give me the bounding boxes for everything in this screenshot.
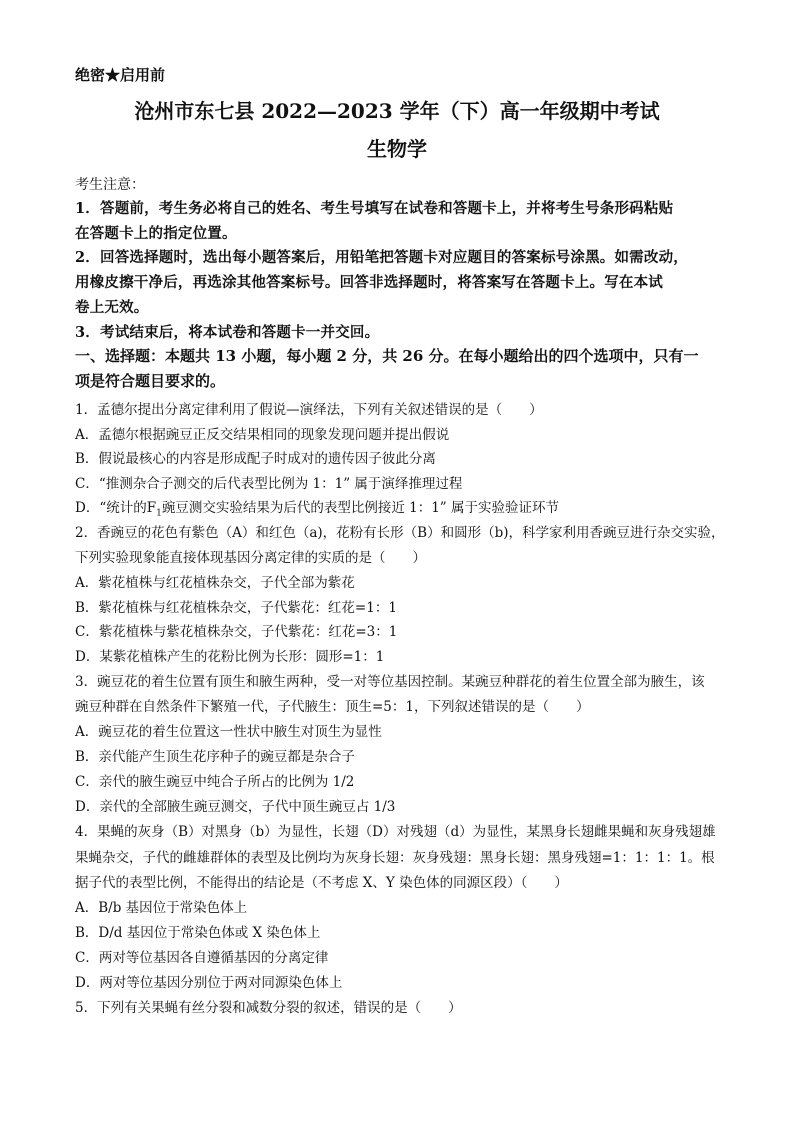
exam-subject: 生物学 [367, 137, 427, 161]
question-4-stem-line2: 果蝇杂交，子代的雌雄群体的表型及比例均为灰身长翅：灰身残翅：黑身长翅：黑身残翅=1：1：1：1。根 [75, 850, 715, 866]
question-4-option-a: A．B/b 基因位于常染色体上 [75, 900, 248, 916]
question-4-option-c: C．两对等位基因各自遵循基因的分离定律 [75, 950, 329, 966]
question-3-stem-line2: 豌豆种群在自然条件下繁殖一代，子代腋生：顶生=5：1，下列叙述错误的是（ ） [75, 699, 590, 715]
question-4-option-b: B．D/d 基因位于常染色体或 X 染色体上 [75, 925, 321, 941]
question-4-stem-line3: 据子代的表型比例，不能得出的结论是（不考虑 X、Y 染色体的同源区段）（ ） [75, 875, 568, 891]
question-3-option-d: D．亲代的全部腋生豌豆测交，子代中顶生豌豆占 1/3 [75, 799, 396, 815]
question-1-option-a: A．孟德尔根据豌豆正反交结果相同的现象发现问题并提出假说 [75, 427, 450, 443]
question-1-option-b: B．假说最核心的内容是形成配子时成对的遗传因子彼此分离 [75, 451, 436, 467]
notice-line: 1．答题前，考生务必将自己的姓名、考生号填写在试卷和答题卡上，并将考生号条形码粘贴 [75, 200, 674, 217]
notice-heading: 考生注意： [75, 177, 145, 193]
question-3-option-a: A．豌豆花的着生位置这一性状中腋生对顶生为显性 [75, 724, 382, 740]
question-2-stem-line2: 下列实验现象能直接体现基因分离定律的实质的是（ ） [75, 550, 426, 566]
notice-line: 2．回答选择题时，选出每小题答案后，用铅笔把答题卡对应题目的答案标号涂黑。如需改动， [75, 249, 688, 266]
notice-line: 3．考试结束后，将本试卷和答题卡一并交回。 [75, 324, 380, 341]
question-1-stem: 1．孟德尔提出分离定律利用了假说—演绎法，下列有关叙述错误的是（ ） [75, 402, 543, 418]
exam-title: 沧州市东七县 2022—2023 学年（下）高一年级期中考试 [134, 99, 660, 123]
option-d-rest: 豌豆测交实验结果为后代的表型比例接近 1：1” 属于实验验证环节 [161, 500, 559, 516]
question-1-option-c: C．“推测杂合子测交的后代表型比例为 1：1” 属于演绎推理过程 [75, 476, 463, 492]
secret-label: 绝密★启用前 [75, 66, 166, 84]
question-5-stem: 5．下列有关果蝇有丝分裂和减数分裂的叙述，错误的是（ ） [75, 1000, 462, 1016]
option-d-prefix: D．“统计的F [75, 500, 157, 516]
question-2-option-a: A．紫花植株与红花植株杂交，子代全部为紫花 [75, 575, 355, 591]
question-3-stem-line1: 3．豌豆花的着生位置有顶生和腋生两种，受一对等位基因控制。某豌豆种群花的着生位置全部为腋生，该 [75, 674, 705, 690]
question-2-option-b: B．紫花植株与红花植株杂交，子代紫花：红花=1：1 [75, 600, 397, 616]
section-heading-line1: 一、选择题：本题共 13 小题，每小题 2 分，共 26 分。在每小题给出的四个选项中，只有一 [75, 347, 699, 365]
question-4-stem-line1: 4．果蝇的灰身（B）对黑身（b）为显性，长翅（D）对残翅（d）为显性，某黑身长翅雌果蝇和灰身残翅雄 [75, 824, 716, 840]
question-4-option-d: D．两对等位基因分别位于两对同源染色体上 [75, 975, 343, 991]
question-2-option-d: D．某紫花植株产生的花粉比例为长形：圆形=1：1 [75, 649, 385, 665]
notice-line: 用橡皮擦干净后，再选涂其他答案标号。回答非选择题时，将答案写在答题卡上。写在本试 [75, 274, 663, 291]
question-2-stem-line1: 2．香豌豆的花色有紫色（A）和红色（a)，花粉有长形（B）和圆形（b)，科学家利用香豌豆进行杂交实验， [75, 525, 725, 541]
question-3-option-c: C．亲代的腋生豌豆中纯合子所占的比例为 1/2 [75, 774, 355, 790]
question-2-option-c: C．紫花植株与紫花植株杂交，子代紫花：红花=3：1 [75, 624, 398, 640]
notice-line: 卷上无效。 [75, 299, 149, 316]
section-heading-line2: 项是符合题目要求的。 [75, 372, 226, 390]
question-3-option-b: B．亲代能产生顶生花序种子的豌豆都是杂合子 [75, 749, 355, 765]
notice-line: 在答题卡上的指定位置。 [75, 225, 237, 242]
question-1-option-d [75, 496, 559, 519]
f1-subscript: 1 [156, 508, 162, 519]
